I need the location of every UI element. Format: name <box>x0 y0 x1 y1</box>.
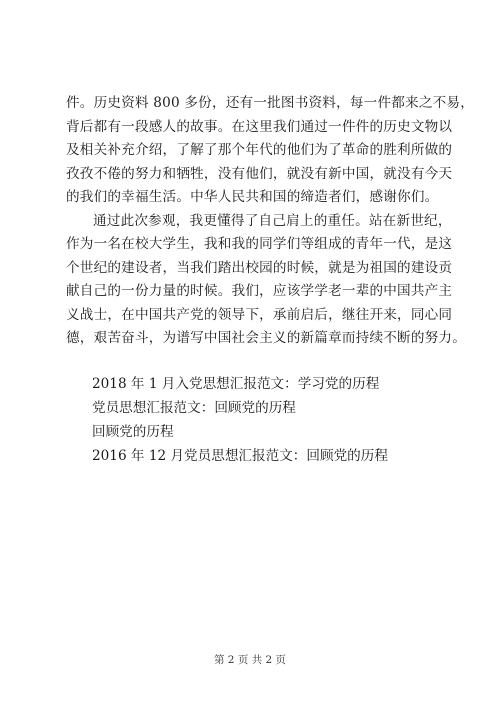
related-article-link[interactable]: 回顾党的历程 <box>92 424 174 440</box>
page-footer <box>0 652 500 667</box>
text-line: 通过此次参观，我更懂得了自己肩上的重任。站在新世纪， <box>93 212 452 229</box>
related-articles-list <box>92 372 452 468</box>
related-article-link[interactable]: 2016 年 12 月党员思想汇报范文：回顾党的历程 <box>92 448 388 464</box>
text-line: 个世纪的建设者，当我们踏出校园的时候，就是为祖国的建设贡 <box>66 259 453 276</box>
page-number: 第 2 页 共 2 页 <box>213 654 287 666</box>
text-line: 孜孜不倦的努力和牺牲，没有他们，就没有新中国，就没有今天 <box>66 165 453 182</box>
related-article-link[interactable]: 2018 年 1 月入党思想汇报范文：学习党的历程 <box>92 376 380 392</box>
text-line: 义战士，在中国共产党的领导下，承前启后，继往开来，同心同 <box>66 306 453 323</box>
text-line: 及相关补充介绍，了解了那个年代的他们为了革命的胜利所做的 <box>66 142 453 158</box>
related-article-link[interactable]: 党员思想汇报范文：回顾党的历程 <box>92 400 296 416</box>
paragraph-1 <box>66 92 475 210</box>
text-line: 件。历史资料 800 多份，还有一批图书资料，每一件都来之不易， <box>66 95 475 111</box>
body-text <box>66 92 475 351</box>
text-line: 德，艰苦奋斗，为谱写中国社会主义的新篇章而持续不断的努力。 <box>66 330 467 346</box>
text-line: 献自己的一份力量的时候。我们，应该学学老一辈的中国共产主 <box>66 283 453 299</box>
paragraph-2 <box>66 210 467 351</box>
text-line: 的我们的幸福生活。中华人民共和国的缔造者们，感谢你们。 <box>66 189 439 205</box>
text-line: 背后都有一段感人的故事。在这里我们通过一件件的历史文物以 <box>66 118 453 135</box>
text-line: 作为一名在校大学生，我和我的同学们等组成的青年一代，是这 <box>66 236 453 252</box>
